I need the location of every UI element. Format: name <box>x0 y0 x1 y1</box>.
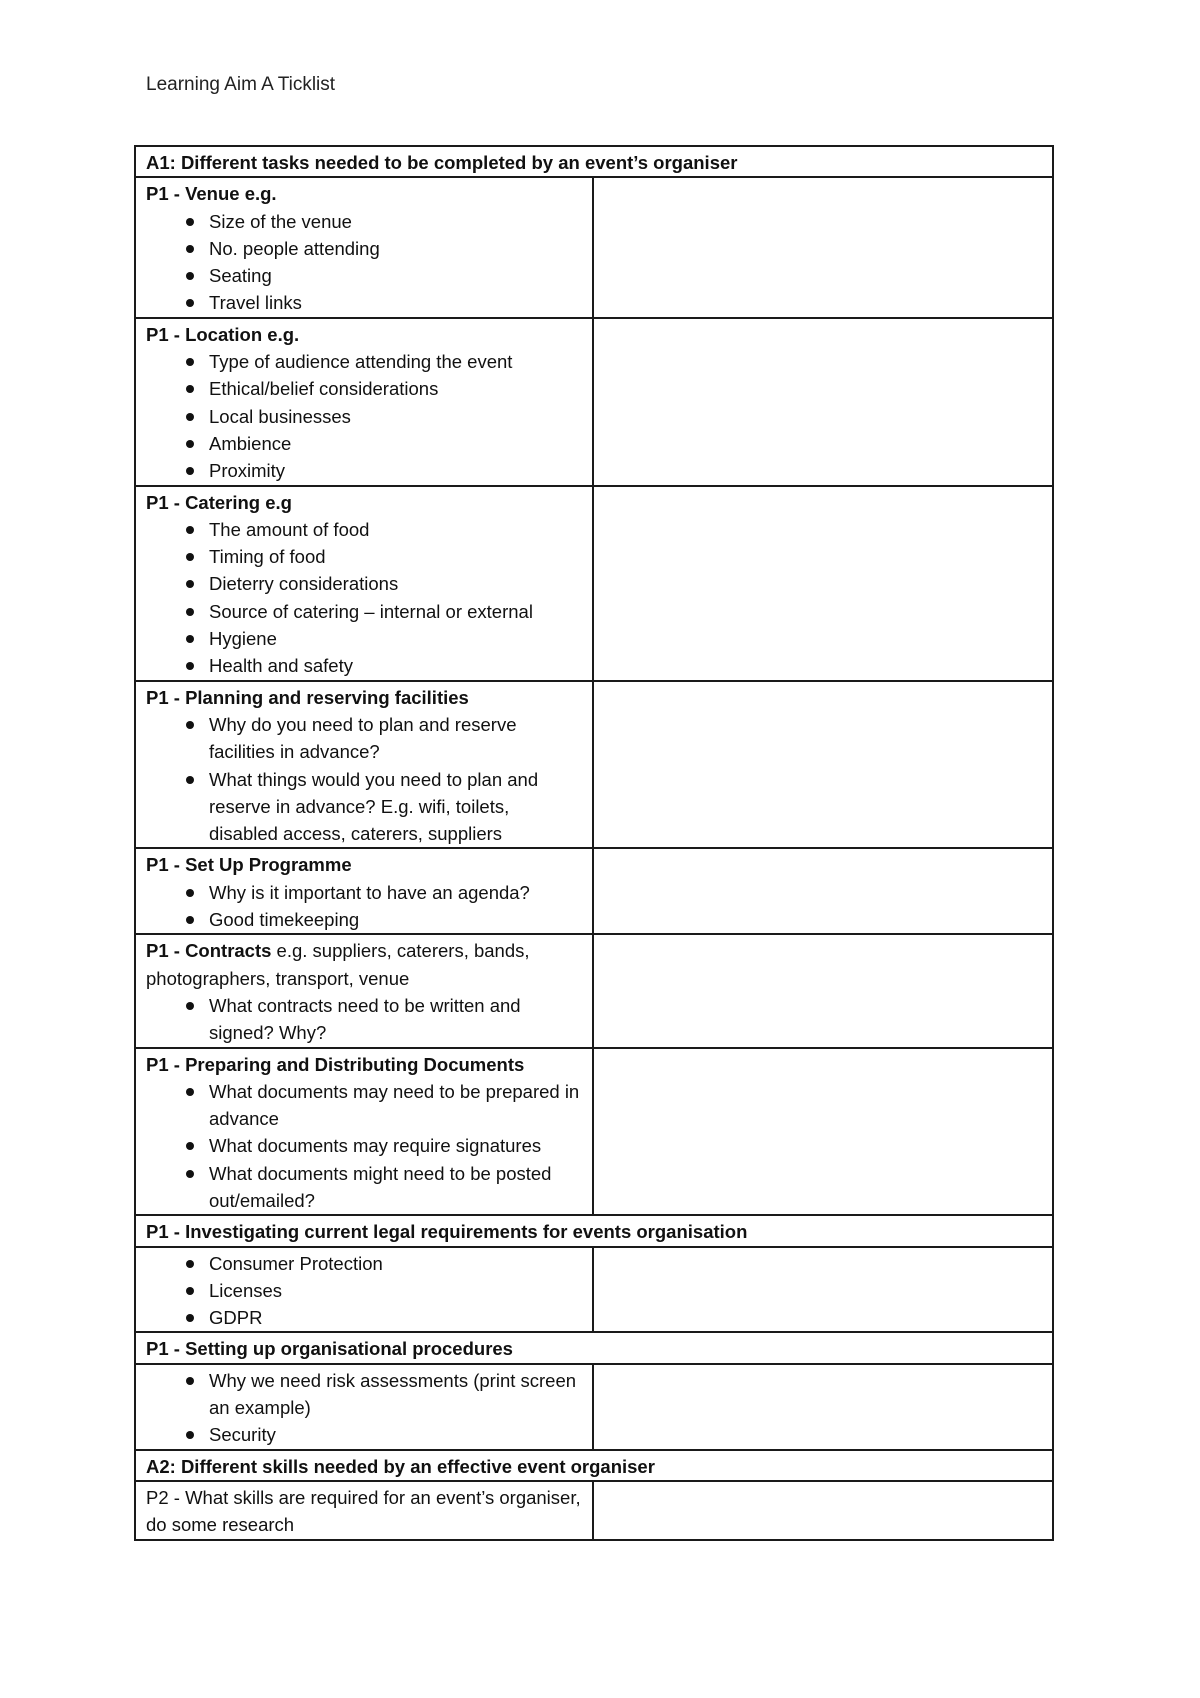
catering-row <box>135 486 1053 681</box>
list-item: Travel links <box>146 289 582 316</box>
legal-heading: P1 - Investigating current legal requirements for events organisation <box>146 1221 748 1243</box>
list-item: Timing of food <box>146 543 582 570</box>
planning-title: P1 - Planning and reserving facilities <box>146 686 469 708</box>
legal-bullet-list <box>146 1250 582 1332</box>
contracts-title-examples: e.g. suppliers, caterers, bands, photographers, transport, venue <box>146 940 530 989</box>
programme-bullet-list <box>146 879 582 934</box>
list-item: Why we need risk assessments (print screen an example) <box>146 1367 582 1422</box>
procedures-tick-cell[interactable] <box>593 1364 1053 1450</box>
contracts-title-bold: P1 - Contracts <box>146 940 272 962</box>
programme-task-cell <box>135 848 593 934</box>
a2-heading-row <box>135 1450 1053 1481</box>
contracts-bullet-list <box>146 992 582 1047</box>
programme-title: P1 - Set Up Programme <box>146 854 352 876</box>
list-item: What documents may require signatures <box>146 1132 582 1159</box>
venue-bullet-list <box>146 208 582 317</box>
documents-title: P1 - Preparing and Distributing Documents <box>146 1053 525 1075</box>
planning-task-cell <box>135 681 593 849</box>
contracts-title <box>146 937 582 992</box>
list-item: Why is it important to have an agenda? <box>146 879 582 906</box>
catering-title: P1 - Catering e.g <box>146 491 292 513</box>
venue-title: P1 - Venue e.g. <box>146 183 277 205</box>
legal-tick-cell[interactable] <box>593 1247 1053 1333</box>
venue-row <box>135 177 1053 317</box>
list-item: Ethical/belief considerations <box>146 375 582 402</box>
list-item: No. people attending <box>146 235 582 262</box>
list-item: Why do you need to plan and reserve facilities in advance? <box>146 711 582 766</box>
catering-task-cell <box>135 486 593 681</box>
catering-bullet-list <box>146 516 582 680</box>
list-item: What things would you need to plan and reserve in advance? E.g. wifi, toilets, disabled access, caterers, suppliers <box>146 766 582 848</box>
a1-heading: A1: Different tasks needed to be completed by an event’s organiser <box>146 152 738 173</box>
legal-task-cell <box>135 1247 593 1333</box>
location-title: P1 - Location e.g. <box>146 323 300 345</box>
list-item: Size of the venue <box>146 208 582 235</box>
list-item: Hygiene <box>146 625 582 652</box>
a2-heading: A2: Different skills needed by an effective event organiser <box>146 1455 655 1477</box>
list-item: The amount of food <box>146 516 582 543</box>
list-item: GDPR <box>146 1304 582 1331</box>
list-item: What documents might need to be posted out/emailed? <box>146 1160 582 1215</box>
planning-row <box>135 681 1053 849</box>
list-item: Proximity <box>146 457 582 484</box>
a1-heading-row <box>135 146 1053 177</box>
venue-tick-cell[interactable] <box>593 177 1053 317</box>
documents-bullet-list <box>146 1078 582 1214</box>
procedures-heading: P1 - Setting up organisational procedures <box>146 1338 513 1360</box>
ticklist-table <box>134 145 1054 1541</box>
list-item: Security <box>146 1421 582 1448</box>
documents-task-cell <box>135 1048 593 1216</box>
legal-row <box>135 1247 1053 1333</box>
document-header: Learning Aim A Ticklist <box>146 74 336 95</box>
contracts-tick-cell[interactable] <box>593 934 1053 1047</box>
contracts-task-cell <box>135 934 593 1047</box>
list-item: What contracts need to be written and signed? Why? <box>146 992 582 1047</box>
planning-tick-cell[interactable] <box>593 681 1053 849</box>
skills-text: P2 - What skills are required for an event’s organiser, do some research <box>146 1486 581 1536</box>
list-item: Consumer Protection <box>146 1250 582 1277</box>
venue-task-cell <box>135 177 593 317</box>
skills-row <box>135 1481 1053 1540</box>
list-item: Local businesses <box>146 403 582 430</box>
programme-tick-cell[interactable] <box>593 848 1053 934</box>
list-item: Type of audience attending the event <box>146 348 582 375</box>
documents-tick-cell[interactable] <box>593 1048 1053 1216</box>
list-item: Health and safety <box>146 652 582 679</box>
procedures-heading-row <box>135 1332 1053 1363</box>
list-item: Source of catering – internal or external <box>146 598 582 625</box>
procedures-bullet-list <box>146 1367 582 1449</box>
contracts-row <box>135 934 1053 1047</box>
skills-task-cell <box>135 1481 593 1540</box>
catering-tick-cell[interactable] <box>593 486 1053 681</box>
list-item: Good timekeeping <box>146 906 582 933</box>
planning-bullet-list <box>146 711 582 847</box>
location-tick-cell[interactable] <box>593 318 1053 486</box>
location-row <box>135 318 1053 486</box>
skills-tick-cell[interactable] <box>593 1481 1053 1540</box>
programme-row <box>135 848 1053 934</box>
location-bullet-list <box>146 348 582 484</box>
legal-heading-row <box>135 1215 1053 1246</box>
documents-row <box>135 1048 1053 1216</box>
list-item: What documents may need to be prepared in advance <box>146 1078 582 1133</box>
list-item: Licenses <box>146 1277 582 1304</box>
location-task-cell <box>135 318 593 486</box>
list-item: Dieterry considerations <box>146 570 582 597</box>
procedures-task-cell <box>135 1364 593 1450</box>
procedures-row <box>135 1364 1053 1450</box>
list-item: Seating <box>146 262 582 289</box>
list-item: Ambience <box>146 430 582 457</box>
